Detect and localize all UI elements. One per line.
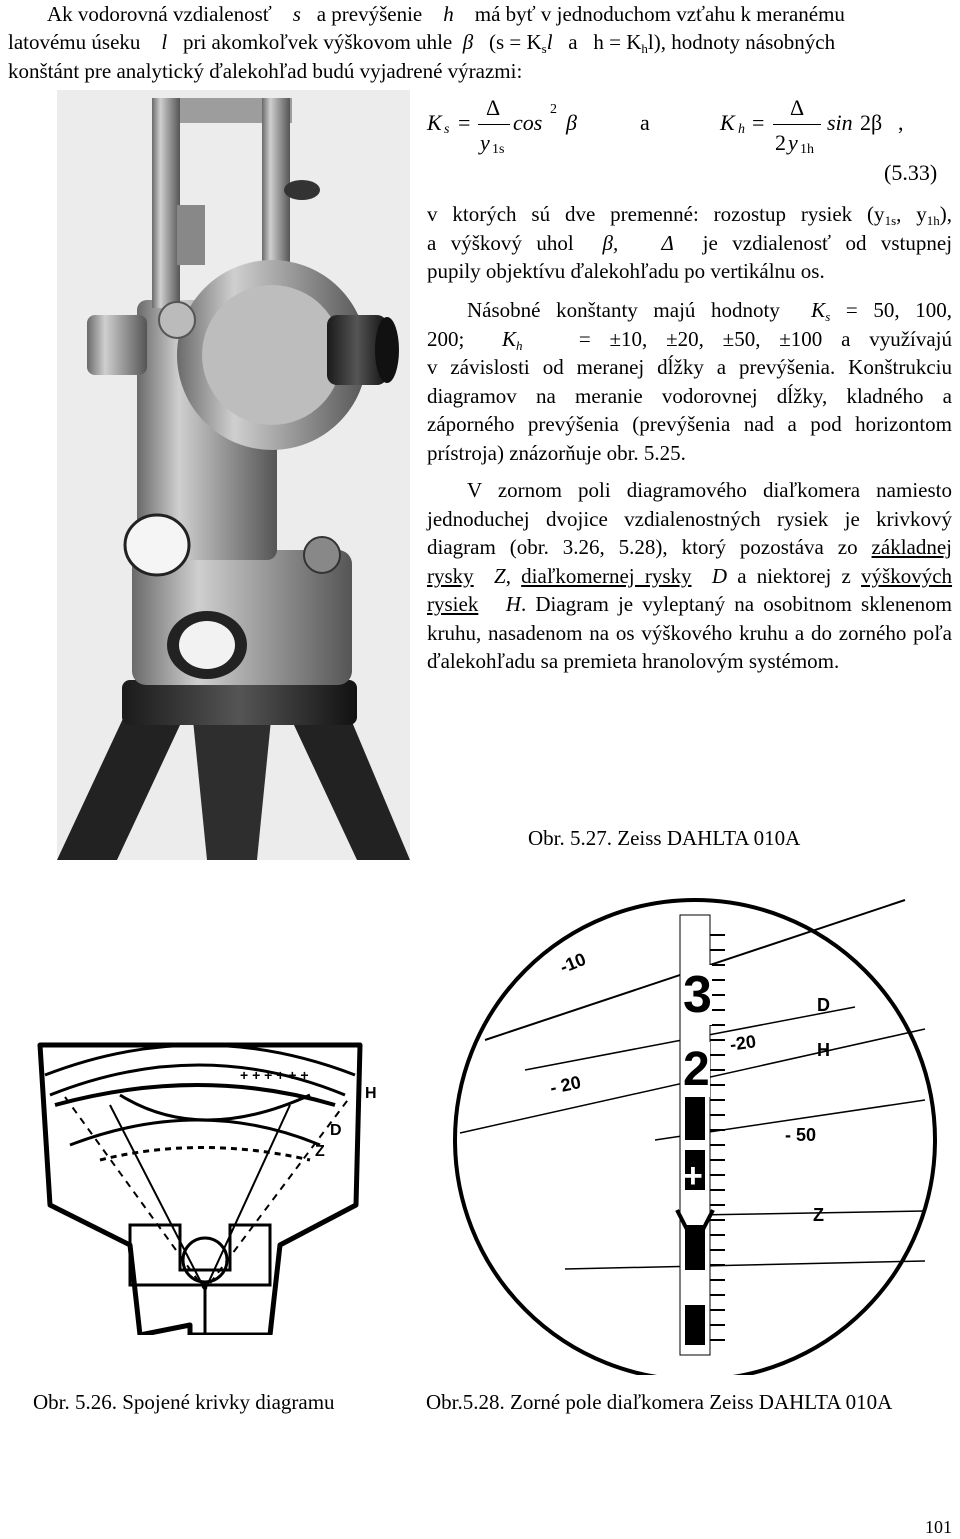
fig526-label-z: Z [315, 1143, 325, 1160]
intro-line-3: konštánt pre analytický ďalekohľad budú vyjadrené výrazmi: [8, 59, 523, 83]
equation-number: (5.33) [884, 160, 938, 185]
paragraph-constants: Násobné konštanty majú hodnoty $K_s = 50$, 100, 200; $K_h$ = ±10, ±20, ±50, ±100 a využívajú v závislosti od meranej dĺžky a prevýšenia. Konštrukciu diagramov na meranie vodorovnej dĺžky, kladného a záporného prevýšenia (prevýšenia nad a pod horizontom prístroja) znázorňuje obr. 5.25. [427, 298, 953, 465]
page-number: 101 [925, 1517, 952, 1537]
paragraph-variables: v ktorých sú dve premenné: rozostup rysiek ($y_{1s}$, $y_{1h}$), a výškový uhol β, Δ je vzdialenosť od vstupnej pupily objektívu ďalekohľadu po vertikálnu os. [427, 202, 953, 283]
fig528-label-3: 3 [683, 966, 712, 1024]
figure-5-26-diagram [30, 1035, 390, 1335]
intro-line-2: latovému úseku l pri akomkoľvek výškovom uhle β ($s = K_sl$ a $h = K_hl$), hodnoty násobných [8, 30, 836, 56]
caption-fig-5-26: Obr. 5.26. Spojené krivky diagramu [33, 1390, 335, 1414]
caption-fig-5-27: Obr. 5.27. Zeiss DAHLTA 010A [528, 826, 801, 850]
fig528-label-2: 2 [683, 1043, 710, 1096]
figure-5-28-field-of-view [425, 895, 945, 1375]
fig528-label-plus: + [683, 1157, 703, 1195]
fig528-label-m50: - 50 [785, 1125, 817, 1145]
theodolite-photo [57, 90, 410, 860]
fig528-label-d: D [817, 995, 830, 1015]
fig528-label-m10: -10 [557, 948, 589, 978]
fig528-label-h: H [817, 1040, 830, 1060]
fig526-label-h: H [365, 1085, 377, 1102]
caption-fig-5-28: Obr.5.28. Zorné pole diaľkomera Zeiss DAHLTA 010A [426, 1390, 893, 1414]
paragraph-diagram: V zornom poli diagramového diaľkomera namiesto jednoduchej dvojice vzdialenostných rysiek je krivkový diagram (obr. 3.26, 5.28), ktorý pozostáva zo základnej rysky Z, diaľkomernej rysky D a niektorej z výškových rysiek H. Diagram je vyleptaný na osobitnom sklenenom kruhu, nasadenom na os výškového kruhu a do zorného poľa ďalekohľadu sa premieta hranolovým systémom. [427, 478, 953, 673]
intro-line-1: Ak vodorovná vzdialenosť s a prevýšenie h má byť v jednoduchom vzťahu k meranému [47, 2, 845, 26]
svg-text:+ + + + + +: + + + + + + [240, 1067, 309, 1083]
fig528-label-m20-right: -20 [728, 1031, 758, 1055]
fig528-label-z: Z [813, 1205, 824, 1225]
fig528-label-m20-left: - 20 [548, 1072, 583, 1099]
fig526-label-d: D [330, 1122, 342, 1139]
